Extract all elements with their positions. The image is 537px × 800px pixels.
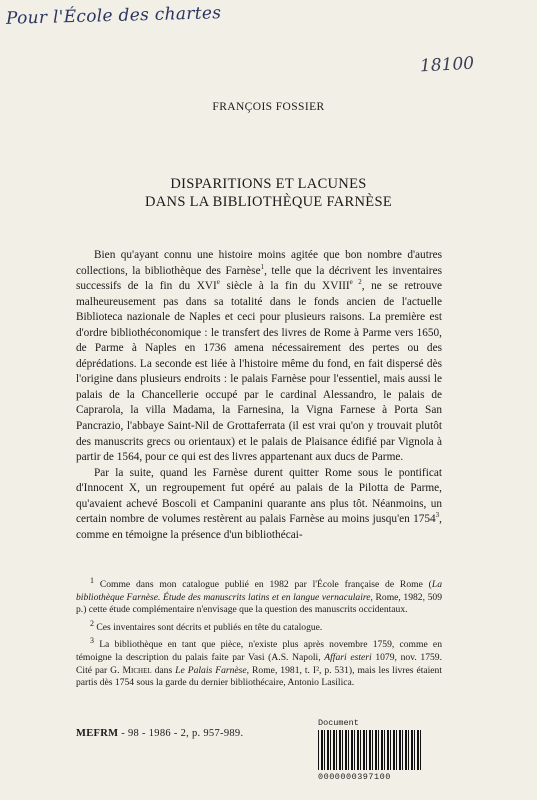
journal-citation: MEFRM - 98 - 1986 - 2, p. 957-989. <box>76 728 244 739</box>
paragraph: Bien qu'ayant connu une histoire moins agitée que bon nombre d'autres collections, la bibliothèque des Farnèse$^1$, telle que la décrivent les inventaires successifs de la fin du XVIe siècle à la fin du $XVIII^{e 2}$, ne se retrouve malheureusement pas dans sa totalité dans le fonds ancien de l'actuelle Biblioteca nazionale de Naples et ceci pour plusieurs raisons. La première est d'ordre bibliothéconomique : le transfert des livres de Rome à Parme vers 1650, de Parme à Naples en 1736 amena nécessairement des pertes ou des déprédations. La seconde est liée à l'histoire même du fond, en fait dispersé dès l'origine dans plusieurs endroits : le palais Farnèse pour l'essentiel, mais aussi le palais de la Chancellerie occupé par le cardinal Alessandro, le palais de Caprarola, la villa Madama, la Farnesina, la Vigna Farnese à Porta San Pancrazio, l'abbaye Saint-Nil de Grottaferrata (il est vrai qu'on y trouvait plutôt des manuscrits grecs ou orientaux) et le palais de Plaisance édifié par Vignola à partir de 1564, pour ce qui est des livres appartenant aux ducs de Parme. <box>76 249 443 464</box>
handwritten-dedication: Pour l'École des chartes <box>5 3 222 29</box>
paragraph: Par la suite, quand les Farnèse durent quitter Rome sous le pontificat d'Innocent X, un regroupement fut opéré au palais de la Pilotta de Parme, qu'avaient achevé Boscoli et Campanini quarante ans plus tôt. Néanmoins, un certain nombre de volumes restèrent au palais Farnèse au moins jusqu'en 1754$^3$, comme en témoigne la présence d'un bibliothécai- <box>76 466 442 541</box>
handwritten-shelf-number: 18100 <box>419 53 475 77</box>
author-name: FRANÇOIS FOSSIER <box>212 101 325 113</box>
footnote-ref: e 2 <box>349 278 362 287</box>
barcode-icon <box>318 730 422 770</box>
footnote-ref: 3 <box>435 511 440 520</box>
footnote: $^2$ Ces inventaires sont décrits et publiés en tête du catalogue. <box>90 618 323 633</box>
footnote: $^1$ Comme dans mon catalogue publié en 1982 par l'École française de Rome (La bibliothèque Farnèse. Étude des manuscrits latins et en langue vernaculaire, Rome, 1982, 509 p.) cette étude complémentaire n'envisage que la question des manuscrits occidentaux. <box>76 576 442 616</box>
footnote: $^3$ La bibliothèque en tant que pièce, n'existe plus après novembre 1759, comme en témoigne la description du palais faite par Vasi (A.S. Napoli, Affari esteri 1079, nov. 1759. Cité par G. Michel dans Le Palais Farnèse, Rome, 1981, t. I², p. 531), mais les livres étaient partis dès 1754 sous la garde du dernier bibliothécaire, Antonio Lasilica. <box>76 636 443 689</box>
article-title <box>0 175 537 211</box>
barcode-label: Document <box>318 718 359 728</box>
title-line: DANS LA BIBLIOTHÈQUE FARNÈSE <box>145 194 392 210</box>
title-line: DISPARITIONS ET LACUNES <box>170 176 367 192</box>
footnote-ref: 1 <box>260 262 265 271</box>
barcode-number: 0000000397100 <box>318 772 391 782</box>
document-barcode <box>318 718 426 782</box>
article-body <box>76 248 442 543</box>
footnotes <box>76 575 442 691</box>
